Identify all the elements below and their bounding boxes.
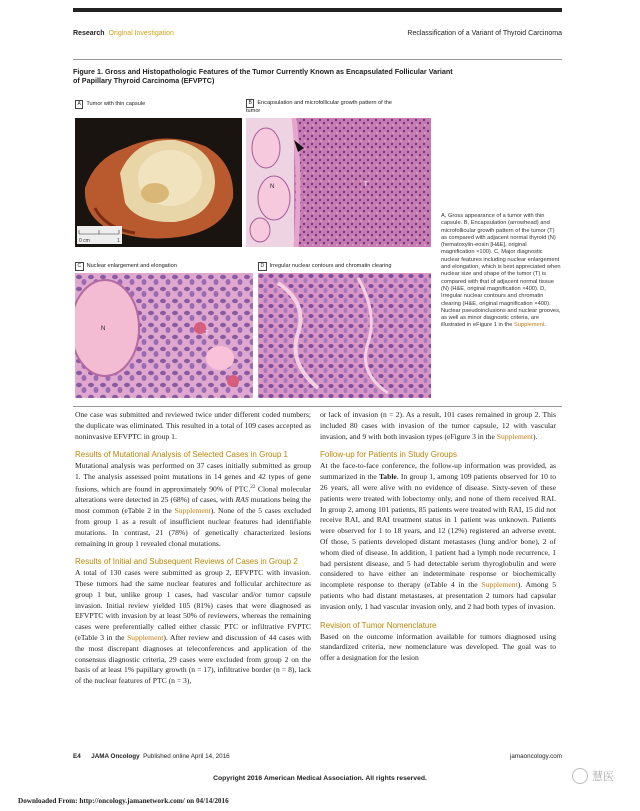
paragraph: Mutational analysis was performed on 37 cases initially submitted as group 1. The analysis assessed point mutations in 14 genes and 42 types of gene fusions, which are found in approximately 90% of PTC.$^{22}$ Clonal molecular alterations were detected in 25 (68%) of cases, with RAS mutations being the most common (eTable 2 in the Supplement). None of the 5 cases excluded from group 1 as a result of insufficient nuclear features had identifiable mutations. In contrast, 21 (78%) of genetically characterized lesions remaining in group 1 revealed clonal mutations. xyxy=(75,461,311,548)
supplement-link[interactable]: Supplement xyxy=(514,322,545,329)
histology-nuclear-enlargement-image xyxy=(75,273,253,398)
divider xyxy=(73,406,562,407)
figure-caption: A, Gross appearance of a tumor with thin capsule. B, Encapsulation (arrowhead) and microfollicular growth pattern of the tumor (T) as compared with adjacent normal thyroid (N) (hematoxylin-eosin [H&E], original magnification ×100). C, Major diagnostic nuclear features including nuclear enlargement and elongation, which is best appreciated when nuclear size and shape of the tumor (T) is compared with that of adjacent normal tissue (N) (H&E, original magnification ×400). D, Irregular nuclear contours and chromatin clearing (H&E, original magnification ×400). Nuclear pseudoinclusions and nuclear grooves, as well as minor diagnostic criteria, are illustrated in eFigure 1 in the Supplement. xyxy=(441,213,561,329)
paragraph: One case was submitted and reviewed twice under different coded numbers; the duplicate was eliminated. This resulted in a total of 109 cases accepted as noninvasive EFVPTC in group 1. xyxy=(75,410,311,441)
copyright-notice: Copyright 2016 American Medical Association. All rights reserved. xyxy=(213,775,427,782)
svg-text:T: T xyxy=(205,331,209,337)
watermark-text: 慧医 xyxy=(592,771,614,783)
gross-specimen-image xyxy=(75,118,242,247)
svg-text:N: N xyxy=(101,326,106,332)
journal-name: JAMA Oncology xyxy=(91,753,140,760)
paragraph: At the face-to-face conference, the follow-up information was provided, as summarized in the Table. In group 1, among 109 patients observed for 10 to 26 years, all were alive with no evidence of disease. Sixty-seven of these patients were treated with lobectomy only, and none of them received RAI. In group 2, among 101 patients, 85 patients were treated with RAI, 15 did not receive RAI, and RAI treatment status in 1 patient was unknown. Patients were observed for 1 to 18 years, and 12 (12%) registered an adverse event. Of those, 5 patients developed distant metastases (lung and/or bone), 2 of whom died of disease. In addition, 1 patient had a lymph node recurrence, 1 had persistent disease, and 5 had detectable serum thyroglobulin and were considered to have either an indeterminate response or biochemically incomplete response to therapy (eTable 4 in the Supplement). Among 5 patients who had distant metastases, at presentation 2 tumors had capsular invasion only, 1 had vascular invasion only, and 2 had both types of invasion. xyxy=(320,461,556,611)
section-heading: Results of Initial and Subsequent Reviews of Cases in Group 2 xyxy=(75,557,298,567)
publish-date: Published online April 14, 2016 xyxy=(143,753,230,760)
supplement-link[interactable]: Supplement xyxy=(481,580,518,590)
divider xyxy=(73,59,562,60)
section-heading: Follow-up for Patients in Study Groups xyxy=(320,450,457,460)
watermark-logo-icon xyxy=(572,768,588,784)
page-footer xyxy=(73,753,562,760)
page-number: E4 xyxy=(73,753,81,760)
panel-b-label: B Encapsulation and microfollicular growth pattern of the tumor xyxy=(246,100,392,114)
running-header xyxy=(73,30,562,37)
supplement-link[interactable]: Supplement xyxy=(496,431,534,441)
svg-text:N: N xyxy=(270,184,275,190)
panel-d-label: D Irregular nuclear contours and chromatin clearing xyxy=(258,262,392,271)
download-notice: Downloaded From: http://oncology.jamanetwork.com/ on 04/14/2016 xyxy=(18,797,229,805)
panel-c-label: C Nuclear enlargement and elongation xyxy=(75,262,177,271)
section-label: Research xyxy=(73,30,105,37)
scale-label-1: 1 xyxy=(117,238,120,244)
scale-label-0: 0 cm xyxy=(79,238,90,244)
text-column-left xyxy=(75,410,311,687)
supplement-link[interactable]: Supplement xyxy=(127,633,164,643)
table-link[interactable]: Table xyxy=(378,472,397,482)
histology-chromatin-clearing-image xyxy=(258,273,431,398)
subsection-label: Original Investigation xyxy=(108,30,174,37)
paragraph: A total of 130 cases were submitted as group 2, EFVPTC with invasion. These tumors had the same nuclear features and follicular architecture as group 1 but, unlike group 1 cases, had vascular and/or tumor capsule invasion. Initial review yielded 105 (81%) cases that were diagnosed as EFVPTC with invasion by at least 50% of reviewers, whereas the remaining cases were preferentially called either classic PTC or infiltrative FVPTC (eTable 3 in the Supplement). After review and discussion of 44 cases with the most discrepant diagnoses at teleconferences and application of the consensus diagnostic criteria, 29 cases were excluded from group 2 on the basis of at least 1% papillary growth (n = 17), infiltrative border (n = 8), lack of the nuclear features of PTC (n = 3), xyxy=(75,568,311,686)
svg-text:T: T xyxy=(364,182,368,188)
text-column-right xyxy=(320,410,556,664)
running-title: Reclassification of a Variant of Thyroid Carcinoma xyxy=(407,30,562,37)
supplement-link[interactable]: Supplement xyxy=(174,506,211,516)
section-heading: Revision of Tumor Nomenclature xyxy=(320,620,437,630)
histology-encapsulation-image xyxy=(246,118,431,247)
watermark xyxy=(572,768,614,784)
paragraph: or lack of invasion (n = 2). As a result, 101 cases remained in group 2. This included 80 cases with invasion of the tumor capsule, 12 with vascular invasion, and 9 with both invasion types (eFigure 3 in the Supplement). xyxy=(320,410,556,441)
top-rule xyxy=(73,8,562,12)
paragraph: Based on the outcome information available for tumors diagnosed using standardized criteria, new nomenclature was developed. The goal was to offer a designation for the lesion xyxy=(320,631,556,663)
journal-site: jamaoncology.com xyxy=(509,753,562,760)
panel-a-label: A Tumor with thin capsule xyxy=(75,100,145,109)
section-heading: Results of Mutational Analysis of Selected Cases in Group 1 xyxy=(75,450,288,460)
figure-title: Figure 1. Gross and Histopathologic Features of the Tumor Currently Known as Encapsulated Follicular Variant of Papillary Thyroid Carcinoma (EFVPTC) xyxy=(73,67,453,85)
